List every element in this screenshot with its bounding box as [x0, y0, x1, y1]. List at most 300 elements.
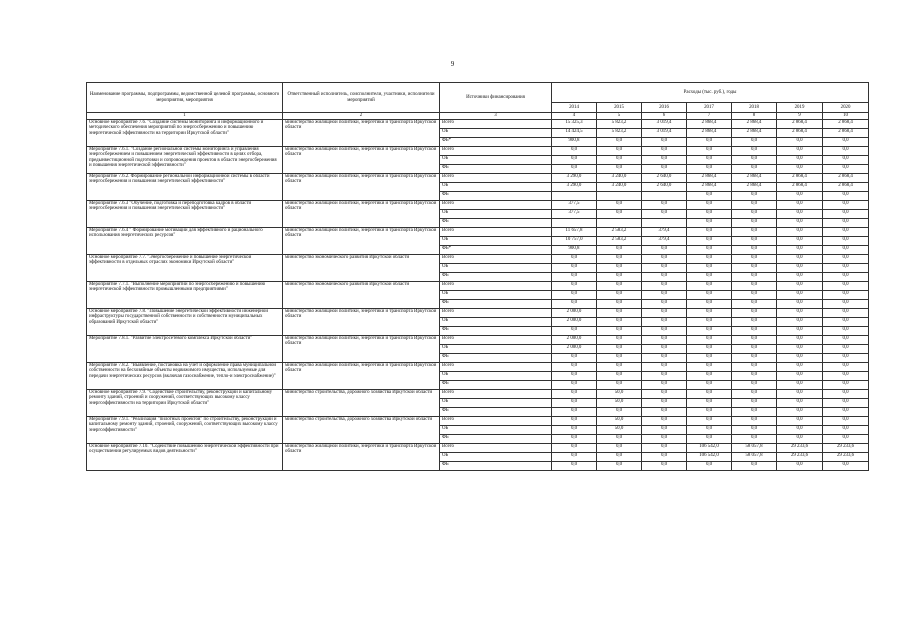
expense-value: 14 424,5 — [552, 129, 597, 138]
table-row — [87, 282, 869, 291]
expense-value: 0,0 — [732, 138, 777, 147]
expense-value: 0,0 — [597, 201, 642, 210]
expense-value: 0,0 — [823, 291, 869, 300]
expense-value: 0,0 — [642, 417, 687, 426]
expense-value: 0,0 — [552, 147, 597, 156]
expense-value: 379,4 — [642, 237, 687, 246]
expense-value: 0,0 — [777, 381, 823, 390]
expense-value — [552, 192, 597, 201]
expense-value: 2 868,4 — [732, 183, 777, 192]
expense-value: 0,0 — [597, 363, 642, 372]
funding-source: Всего — [440, 390, 552, 399]
funding-source: ОБ — [440, 210, 552, 219]
expense-value: 106 542,0 — [687, 453, 732, 462]
table-row — [87, 309, 869, 318]
expense-value: 2 868,4 — [823, 120, 869, 129]
funding-source: ОБ — [440, 156, 552, 165]
funding-source: ФБ — [440, 381, 552, 390]
expense-value: 0,0 — [687, 237, 732, 246]
expense-value: 0,0 — [777, 147, 823, 156]
expense-value: 0,0 — [732, 318, 777, 327]
expense-value: 0,0 — [642, 318, 687, 327]
funding-source: ФБ — [440, 192, 552, 201]
column-index: 8 — [732, 113, 777, 120]
expense-value: 0,0 — [777, 210, 823, 219]
expense-value: 0,0 — [687, 264, 732, 273]
expense-value: 0,0 — [823, 264, 869, 273]
expense-value: 0,0 — [642, 372, 687, 381]
expense-value: 0,0 — [732, 273, 777, 282]
funding-source: ФБ — [440, 354, 552, 363]
responsible-executor: министерство жилищной политики, энергетики и транспорта Иркутской области — [283, 309, 440, 336]
expense-value: 0,0 — [597, 156, 642, 165]
expense-value: 0,0 — [552, 354, 597, 363]
expense-value: 0,0 — [823, 255, 869, 264]
expense-value: 2 583,2 — [597, 228, 642, 237]
expense-value: 0,0 — [732, 156, 777, 165]
funding-source: Всего — [440, 336, 552, 345]
expense-value: 50,0 — [597, 417, 642, 426]
expense-value: 0,0 — [687, 309, 732, 318]
expense-value: 2 868,4 — [687, 120, 732, 129]
table-row — [87, 147, 869, 156]
expenses-table — [86, 82, 869, 471]
activity-name: Мероприятие 7.6.3 "Обучение, подготовка и переподготовка кадров в области энергосбережения и повышения энергетической эффективности" — [87, 201, 283, 228]
funding-source: Всего — [440, 255, 552, 264]
responsible-executor: министерство жилищной политики, энергетики и транспорта Иркутской области — [283, 363, 440, 390]
expense-value: 2 868,4 — [687, 183, 732, 192]
column-index: 10 — [823, 113, 869, 120]
expense-value: 0,0 — [552, 390, 597, 399]
expense-value: 2 640,0 — [642, 174, 687, 183]
expense-value: 0,0 — [597, 354, 642, 363]
table-row — [87, 417, 869, 426]
responsible-executor: министерство жилищной политики, энергетики и транспорта Иркутской области — [283, 201, 440, 228]
index-row — [87, 113, 869, 120]
funding-source: ФБ — [440, 435, 552, 444]
expense-value: 0,0 — [597, 345, 642, 354]
expense-value: 0,0 — [597, 165, 642, 174]
expense-value: 0,0 — [642, 246, 687, 255]
activity-name: Мероприятие 7.7.1. "Выполнение мероприятий по энергосбережению и повышению энергетической эффективности промышленными предприятиями" — [87, 282, 283, 309]
expense-value: 0,0 — [597, 444, 642, 453]
expense-value: 58 057,8 — [732, 444, 777, 453]
expense-value: 0,0 — [777, 462, 823, 471]
expense-value: 3 019,4 — [642, 120, 687, 129]
column-index: 7 — [687, 113, 732, 120]
responsible-executor: министерство строительства, дорожного хозяйства Иркутской области — [283, 390, 440, 417]
expense-value: 0,0 — [732, 363, 777, 372]
expense-value: 0,0 — [687, 363, 732, 372]
expense-value: 0,0 — [823, 354, 869, 363]
expense-value: 900,8 — [552, 246, 597, 255]
expense-value: 0,0 — [642, 345, 687, 354]
expense-value: 0,0 — [552, 408, 597, 417]
expense-value: 0,0 — [642, 264, 687, 273]
expense-value: 0,0 — [777, 327, 823, 336]
expense-value: 0,0 — [732, 354, 777, 363]
expense-value: 10 757,0 — [552, 237, 597, 246]
header-name: Наименование программы, подпрограммы, ведомственной целевой программы, основного мероприятия, мероприятия — [87, 83, 283, 113]
expense-value: 0,0 — [823, 363, 869, 372]
funding-source: Всего — [440, 363, 552, 372]
expense-value: 0,0 — [597, 210, 642, 219]
funding-source: ФБ* — [440, 138, 552, 147]
activity-name: Мероприятие 7.6.4 " Формирование мотивации для эффективного и рационального использования энергетических ресурсов" — [87, 228, 283, 255]
expense-value: 0,0 — [687, 345, 732, 354]
expense-value: 0,0 — [597, 462, 642, 471]
funding-source: ОБ — [440, 345, 552, 354]
expense-value: 0,0 — [642, 255, 687, 264]
funding-source: ФБ — [440, 462, 552, 471]
expense-value: 0,0 — [597, 264, 642, 273]
expense-value: 2 000,0 — [552, 336, 597, 345]
expense-value: 2 868,4 — [732, 120, 777, 129]
expense-value: 0,0 — [552, 264, 597, 273]
column-index: 9 — [777, 113, 823, 120]
expense-value: 0,0 — [687, 336, 732, 345]
expense-value: 0,0 — [597, 138, 642, 147]
expense-value: 0,0 — [552, 291, 597, 300]
expense-value: 0,0 — [552, 156, 597, 165]
expense-value: 0,0 — [777, 336, 823, 345]
expense-value: 0,0 — [552, 453, 597, 462]
expense-value: 0,0 — [777, 156, 823, 165]
expense-value: 0,0 — [823, 219, 869, 228]
expense-value: 0,0 — [823, 336, 869, 345]
expense-value: 0,0 — [823, 300, 869, 309]
activity-name: Основное мероприятие 7.8. "Повышение энергетической эффективности инженерной инфраструктуры государственной собственности и собственности муниципальных образований Иркутской области" — [87, 309, 283, 336]
expense-value: 0,0 — [597, 318, 642, 327]
funding-source: ОБ — [440, 372, 552, 381]
funding-source: ОБ — [440, 129, 552, 138]
expense-value: 0,0 — [823, 246, 869, 255]
expense-value: 5 823,2 — [597, 129, 642, 138]
expense-value: 0,0 — [687, 426, 732, 435]
expense-value: 15 325,3 — [552, 120, 597, 129]
expense-value: 0,0 — [552, 327, 597, 336]
expense-value: 0,0 — [642, 426, 687, 435]
column-index: 6 — [642, 113, 687, 120]
expense-value: 0,0 — [777, 291, 823, 300]
expense-value: 0,0 — [823, 282, 869, 291]
responsible-executor: министерство экономического развития Иркутской области — [283, 255, 440, 282]
expense-value: 0,0 — [732, 327, 777, 336]
activity-name: Мероприятие 7.6.2. Формирование региональной информационной системы в области энергосбережения и повышения энергетической эффективности" — [87, 174, 283, 201]
expense-value: 0,0 — [642, 165, 687, 174]
expense-value: 0,0 — [687, 381, 732, 390]
expense-value: 0,0 — [687, 417, 732, 426]
expense-value: 3 019,4 — [642, 129, 687, 138]
expense-value: 0,0 — [823, 228, 869, 237]
table-row — [87, 444, 869, 453]
expense-value: 29 233,6 — [823, 444, 869, 453]
expense-value: 0,0 — [687, 408, 732, 417]
expense-value: 2 868,4 — [732, 129, 777, 138]
year-header: 2018 — [732, 103, 777, 113]
column-index: 1 — [87, 113, 283, 120]
expense-value: 5 823,2 — [597, 120, 642, 129]
year-header: 2015 — [597, 103, 642, 113]
activity-name: Основное мероприятие 7.6. "Создание системы мониторинга и информационного и методического обеспечения мероприятий по энергосбережению и повышению энергетической эффективности на территории Иркутской области" — [87, 120, 283, 147]
expense-value: 0,0 — [777, 138, 823, 147]
expense-value: 0,0 — [597, 435, 642, 444]
year-header: 2019 — [777, 103, 823, 113]
expense-value: 2 000,0 — [552, 309, 597, 318]
expense-value: 0,0 — [823, 417, 869, 426]
expense-value: 0,0 — [777, 399, 823, 408]
expense-value: 0,0 — [597, 282, 642, 291]
expense-value: 0,0 — [642, 462, 687, 471]
funding-source: ФБ — [440, 327, 552, 336]
header-responsible: Ответственный исполнитель, соисполнители, участники, исполнители мероприятий — [283, 83, 440, 113]
expense-value: 0,0 — [777, 318, 823, 327]
funding-source: Всего — [440, 201, 552, 210]
expense-value: 0,0 — [732, 291, 777, 300]
funding-source: ФБ — [440, 408, 552, 417]
expense-value: 0,0 — [552, 273, 597, 282]
expense-value: 2 868,4 — [732, 174, 777, 183]
expense-value — [597, 192, 642, 201]
expense-value: 0,0 — [732, 300, 777, 309]
expense-value: 0,0 — [823, 399, 869, 408]
year-header: 2016 — [642, 103, 687, 113]
expense-value: 0,0 — [687, 291, 732, 300]
expense-value: 0,0 — [642, 327, 687, 336]
expense-value — [642, 219, 687, 228]
expense-value: 3 290,0 — [552, 174, 597, 183]
expense-value: 0,0 — [687, 318, 732, 327]
expense-value: 0,0 — [777, 354, 823, 363]
expense-value: 58 057,8 — [732, 453, 777, 462]
expense-value: 0,0 — [732, 147, 777, 156]
funding-source: Всего — [440, 147, 552, 156]
expense-value: 0,0 — [777, 219, 823, 228]
expense-value: 0,0 — [777, 282, 823, 291]
expense-value: 0,0 — [732, 228, 777, 237]
expense-value: 2 868,4 — [687, 129, 732, 138]
expense-value: 0,0 — [687, 462, 732, 471]
expense-value: 0,0 — [597, 255, 642, 264]
expense-value: 0,0 — [777, 345, 823, 354]
expense-value: 3 240,0 — [597, 174, 642, 183]
expense-value: 0,0 — [642, 444, 687, 453]
column-index: 2 — [283, 113, 440, 120]
expense-value: 0,0 — [552, 444, 597, 453]
expense-value: 2 640,0 — [642, 183, 687, 192]
header-source: Источники финансирования — [440, 83, 552, 113]
expense-value: 0,0 — [777, 165, 823, 174]
responsible-executor: министерство жилищной политики, энергетики и транспорта Иркутской области — [283, 174, 440, 201]
expense-value: 0,0 — [732, 210, 777, 219]
expense-value: 0,0 — [552, 426, 597, 435]
expense-value: 0,0 — [823, 426, 869, 435]
expense-value: 900,8 — [552, 138, 597, 147]
expense-value: 0,0 — [687, 282, 732, 291]
funding-source: Всего — [440, 444, 552, 453]
expense-value: 2 583,2 — [597, 237, 642, 246]
expense-value — [597, 219, 642, 228]
expense-value: 0,0 — [552, 363, 597, 372]
expense-value: 2 868,4 — [777, 129, 823, 138]
expense-value: 0,0 — [642, 147, 687, 156]
expense-value: 0,0 — [597, 147, 642, 156]
expense-value: 0,0 — [687, 372, 732, 381]
page-number: 9 — [450, 60, 455, 68]
responsible-executor: министерство строительства, дорожного хозяйства Иркутской области — [283, 417, 440, 444]
funding-source: Всего — [440, 417, 552, 426]
table-row — [87, 174, 869, 183]
expense-value: 0,0 — [552, 255, 597, 264]
expense-value: 0,0 — [732, 192, 777, 201]
expense-value: 0,0 — [687, 138, 732, 147]
funding-source: ОБ — [440, 291, 552, 300]
expense-value: 0,0 — [823, 156, 869, 165]
activity-name: Мероприятие 7.8.2. "Выявление, постановка на учет и оформление права муниципальной собственности на бесхозяйные объекты недвижимого имущества, используемые для передачи энергетических ресурсов (включая газоснабжение, тепло-и электроснабжение)" — [87, 363, 283, 390]
expense-value: 0,0 — [642, 399, 687, 408]
expense-value: 50,0 — [597, 390, 642, 399]
table-row — [87, 363, 869, 372]
expense-value: 2 868,4 — [823, 129, 869, 138]
expense-value: 0,0 — [687, 255, 732, 264]
funding-source: ФБ — [440, 300, 552, 309]
expense-value: 0,0 — [642, 453, 687, 462]
table-row — [87, 228, 869, 237]
expense-value: 0,0 — [823, 165, 869, 174]
expense-value: 0,0 — [642, 201, 687, 210]
expense-value: 0,0 — [732, 201, 777, 210]
expense-value: 0,0 — [687, 210, 732, 219]
expense-value: 0,0 — [642, 273, 687, 282]
expense-value: 0,0 — [642, 390, 687, 399]
expense-value: 0,0 — [823, 210, 869, 219]
year-header: 2014 — [552, 103, 597, 113]
expense-value: 29 233,6 — [777, 444, 823, 453]
expense-value: 0,0 — [687, 156, 732, 165]
expense-value: 3 290,0 — [552, 183, 597, 192]
expense-value: 0,0 — [687, 354, 732, 363]
funding-source: ОБ — [440, 399, 552, 408]
expense-value: 0,0 — [642, 156, 687, 165]
expense-value: 0,0 — [732, 462, 777, 471]
responsible-executor: министерство жилищной политики, энергетики и транспорта Иркутской области — [283, 336, 440, 363]
expense-value: 0,0 — [777, 300, 823, 309]
responsible-executor: министерство жилищной политики, энергетики и транспорта Иркутской области — [283, 228, 440, 255]
expense-value: 29 233,6 — [823, 453, 869, 462]
expense-value: 0,0 — [552, 372, 597, 381]
expense-value: 0,0 — [823, 381, 869, 390]
expense-value: 0,0 — [732, 381, 777, 390]
expense-value: 0,0 — [732, 309, 777, 318]
expense-value: 11 657,8 — [552, 228, 597, 237]
expense-value: 0,0 — [552, 300, 597, 309]
expense-value: 0,0 — [597, 327, 642, 336]
expense-value: 0,0 — [597, 273, 642, 282]
expense-value: 50,0 — [597, 399, 642, 408]
expense-value: 0,0 — [732, 426, 777, 435]
expense-value: 0,0 — [823, 147, 869, 156]
expense-value: 0,0 — [687, 201, 732, 210]
expense-value: 0,0 — [732, 237, 777, 246]
expense-value: 0,0 — [777, 201, 823, 210]
expense-value: 0,0 — [687, 219, 732, 228]
expense-value: 0,0 — [732, 336, 777, 345]
expense-value: 0,0 — [732, 435, 777, 444]
table-row — [87, 255, 869, 264]
table-row — [87, 201, 869, 210]
expense-value: 0,0 — [823, 327, 869, 336]
expense-value: 0,0 — [777, 372, 823, 381]
expense-value: 0,0 — [687, 300, 732, 309]
activity-name: Основное мероприятие 7.7. "Энергосбережение и повышение энергетической эффективности в отдельных отраслях экономики Иркутской области" — [87, 255, 283, 282]
expense-value: 106 542,0 — [687, 444, 732, 453]
expense-value: 2 000,0 — [552, 345, 597, 354]
expense-value: 0,0 — [642, 309, 687, 318]
expense-value: 0,0 — [777, 408, 823, 417]
expense-value: 0,0 — [552, 435, 597, 444]
expense-value: 377,5 — [552, 201, 597, 210]
expense-value: 0,0 — [777, 417, 823, 426]
expense-value: 0,0 — [732, 399, 777, 408]
expense-value: 0,0 — [732, 246, 777, 255]
expense-value: 0,0 — [687, 327, 732, 336]
expense-value: 0,0 — [823, 462, 869, 471]
expense-value: 0,0 — [687, 273, 732, 282]
funding-source: Всего — [440, 120, 552, 129]
funding-source: ФБ — [440, 273, 552, 282]
expense-value: 0,0 — [552, 282, 597, 291]
funding-source: ФБ — [440, 165, 552, 174]
expense-value: 2 868,4 — [687, 174, 732, 183]
expense-value: 0,0 — [823, 318, 869, 327]
activity-name: Основное мероприятие 7.9. "Содействие строительству, реконструкции и капитальному ремонту зданий, строений и сооружений, соответствующих высокому классу энергоэффективности на территории Иркутской области" — [87, 390, 283, 417]
expense-value: 0,0 — [687, 390, 732, 399]
expense-value: 0,0 — [732, 219, 777, 228]
expense-value: 0,0 — [597, 300, 642, 309]
expense-value: 0,0 — [642, 381, 687, 390]
activity-name: Мероприятие 7.8.1. "Развитие электросетевого комплекса Иркутской области" — [87, 336, 283, 363]
funding-source: ОБ — [440, 318, 552, 327]
expense-value: 0,0 — [597, 408, 642, 417]
expense-value: 0,0 — [777, 426, 823, 435]
expense-value: 0,0 — [732, 390, 777, 399]
funding-source: Всего — [440, 282, 552, 291]
expense-value: 0,0 — [642, 435, 687, 444]
expense-value: 0,0 — [552, 381, 597, 390]
year-header: 2020 — [823, 103, 869, 113]
table-row — [87, 336, 869, 345]
table-row — [87, 390, 869, 399]
column-index: 3 — [440, 113, 552, 120]
expense-value: 2 868,4 — [823, 174, 869, 183]
expense-value: 0,0 — [732, 372, 777, 381]
expense-value: 0,0 — [642, 336, 687, 345]
expense-value: 0,0 — [597, 381, 642, 390]
expense-value: 0,0 — [642, 354, 687, 363]
expense-value: 0,0 — [597, 453, 642, 462]
expense-value: 0,0 — [823, 273, 869, 282]
expense-value: 0,0 — [687, 192, 732, 201]
expense-value: 0,0 — [732, 264, 777, 273]
expense-value: 0,0 — [777, 228, 823, 237]
expense-value: 0,0 — [642, 138, 687, 147]
expense-value: 2 868,4 — [777, 120, 823, 129]
expense-value: 0,0 — [777, 192, 823, 201]
expense-value: 0,0 — [823, 408, 869, 417]
expense-value: 0,0 — [732, 282, 777, 291]
expense-value: 0,0 — [823, 345, 869, 354]
expense-value: 0,0 — [552, 165, 597, 174]
